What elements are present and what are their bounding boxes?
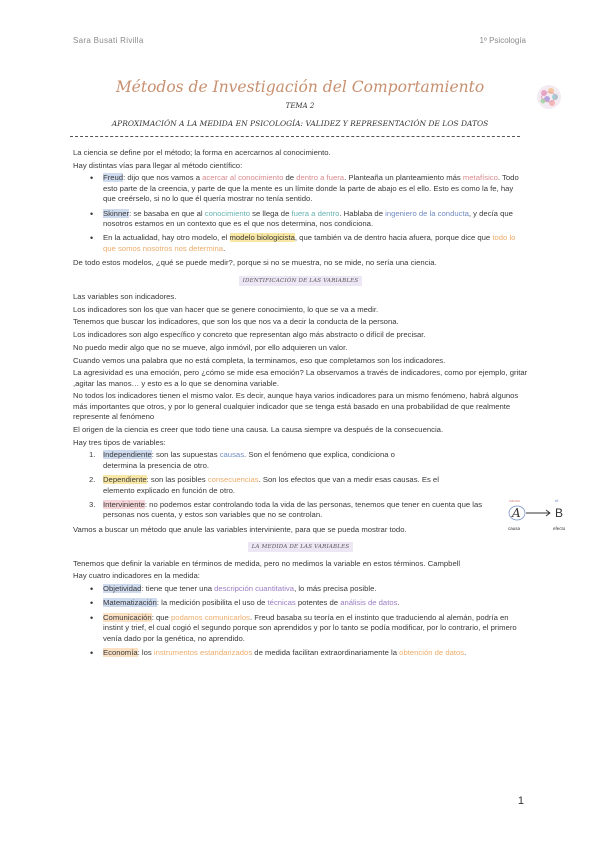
page-number: 1 bbox=[517, 795, 524, 807]
list-item-interviniente: 3. Interviniente: no podemos estar controlando toda la vida de las personas, tenemos que tener en cuenta que las personas nos cuenta, y estos son variables que no se controlan. bbox=[89, 499, 483, 520]
list-item-economia: • Economía: los instrumentos estandarizados de medida facilitan extraordinariamente la obtención de datos. bbox=[103, 648, 528, 658]
list-item-objetividad: • Objetividad: tiene que tener una descripción cuantitativa, lo más precisa posible. bbox=[103, 584, 528, 594]
cause-effect-sketch bbox=[507, 497, 587, 533]
highlight-modelo: modelo biologicista bbox=[229, 233, 295, 243]
section-heading-variables: IDENTIFICACIÓN DE LAS VARIABLES bbox=[73, 276, 528, 286]
sketch-a: A bbox=[512, 506, 521, 520]
paragraph: Tenemos que buscar los indicadores, que son los que nos va a decir la conducta de la persona. bbox=[73, 317, 399, 327]
topic-label: TEMA 2 bbox=[285, 102, 315, 110]
highlight-skinner: Skinner bbox=[103, 208, 130, 218]
dashed-divider bbox=[70, 136, 520, 137]
arrow-right-icon bbox=[526, 510, 550, 516]
list-item-independiente: 1. Independiente: son las supuestas causas. Son el fenómeno que explica, condiciona o determina la presencia de otro. bbox=[89, 450, 395, 470]
paragraph: Las variables son indicadores. bbox=[73, 292, 177, 302]
list-item-matematizacion: • Matematización: la medición posibilita el uso de técnicas potentes de análisis de datos. bbox=[103, 598, 528, 608]
sketch-label-b: efecto bbox=[553, 526, 566, 531]
paragraph: Hay cuatro indicadores en la medida: bbox=[73, 571, 200, 581]
paragraph: La agresividad es una emoción, pero ¿cómo se mide esa emoción? La observamos a través de indicadores, como por ejemplo, gritar ,agitar las manos… y esto es a lo que se denomina variable. bbox=[73, 368, 528, 388]
list-item-freud: • Freud: dijo que nos vamos a acercar al conocimiento de dentro a fuera. Planteaña un planteamiento más metafísico. Todo esto parte de la creencia, y parte de que la mente es un límite donde la parte de abajo es el ello. Esto es como la fe, hay que creérselo, si no lo que él quería mostrar no tenía sentido. bbox=[103, 173, 528, 204]
paragraph: Los indicadores son algo específico y concreto que representan algo más abstracto o difícil de precisar. bbox=[73, 330, 426, 340]
list-item-dependiente: 2. Dependiente: son las posibles consecuencias. Son los efectos que van a medir esas causas. Es el elemento explicado en función de otro. bbox=[89, 475, 439, 495]
document-title: Métodos de Investigación del Comportamiento bbox=[115, 78, 485, 96]
paragraph: El origen de la ciencia es creer que todo tiene una causa. La causa siempre va después de la consecuencia. bbox=[73, 424, 444, 434]
list-item-comunicacion: • Comunicación: que podamos comunicarlos. Freud basaba su teoría en el instinto que traduciendo al alemán, podría en instint y trief, el cual cogió el segundo porque son aprendidos y por lo tanto se podía modificar, por lo contrario, el primero venía dado por la genética, no aprendido. bbox=[103, 613, 528, 644]
sketch-top-a: causa bbox=[509, 498, 520, 503]
sketch-label-a: causa bbox=[508, 526, 521, 531]
intro-paragraph: Hay distintas vías para llegar al método científico: bbox=[73, 160, 243, 170]
document-subtitle: APROXIMACIÓN A LA MEDIDA EN PSICOLOGÍA: VALIDEZ Y REPRESENTACIÓN DE LOS DATOS bbox=[111, 119, 489, 128]
header-author: Sara Busati Rivilla bbox=[73, 36, 144, 45]
paragraph: No puedo medir algo que no se mueve, algo inmóvil, por ello adquieren un valor. bbox=[73, 342, 348, 352]
sketch-top-b: ef. bbox=[555, 498, 560, 503]
paragraph: Hay tres tipos de variables: bbox=[73, 437, 166, 447]
intro-paragraph: De todo estos modelos, ¿qué se puede medir?, porque si no se muestra, no se mide, no sería una ciencia. bbox=[73, 258, 437, 268]
paragraph: Cuando vemos una palabra que no está completa, la terminamos, eso que completamos son los indicadores. bbox=[73, 355, 446, 365]
variable-types-list bbox=[73, 450, 528, 520]
list-item-actual: • En la actualidad, hay otro modelo, el modelo biologicista, que también va de dentro hacia afuera, porque dice que todo lo que somos nosotros nos determina. bbox=[103, 233, 528, 254]
document-body bbox=[73, 148, 528, 662]
list-item-skinner: • Skinner: se basaba en que al conocimiento se llega de fuera a dentro. Hablaba de ingeniero de la conducta, y decía que nosotros estamos en un contexto que es el que nos determina, nos condiciona. bbox=[103, 209, 528, 230]
measure-indicators-list bbox=[73, 584, 528, 658]
highlight-freud: Freud bbox=[103, 173, 124, 183]
sketch-b: B bbox=[555, 506, 564, 520]
methods-list bbox=[73, 173, 528, 254]
paragraph: Los indicadores son los que van hacer que se genere conocimiento, lo que se va a medir. bbox=[73, 304, 379, 314]
intro-paragraph: La ciencia se define por el método; la forma en acercarnos al conocimiento. bbox=[73, 148, 331, 157]
paragraph: No todos los indicadores tienen el mismo valor. Es decir, aunque haya varios indicadores para un mismo fenómeno, habrá algunos más importantes que otros, y por lo general cualquier indicador que se tenga está basado en una probabilidad de que realmente represente al fenómeno bbox=[73, 391, 519, 422]
paragraph: Vamos a buscar un método que anule las variables interviniente, para que se pueda mostrar todo. bbox=[73, 524, 407, 534]
header-course: 1º Psicología bbox=[479, 36, 526, 45]
section-heading-medida: LA MEDIDA DE LAS VARIABLES bbox=[73, 542, 528, 552]
paragraph: Tenemos que definir la variable en términos de medida, pero no medimos la variable en estos términos. Campbell bbox=[73, 558, 461, 568]
